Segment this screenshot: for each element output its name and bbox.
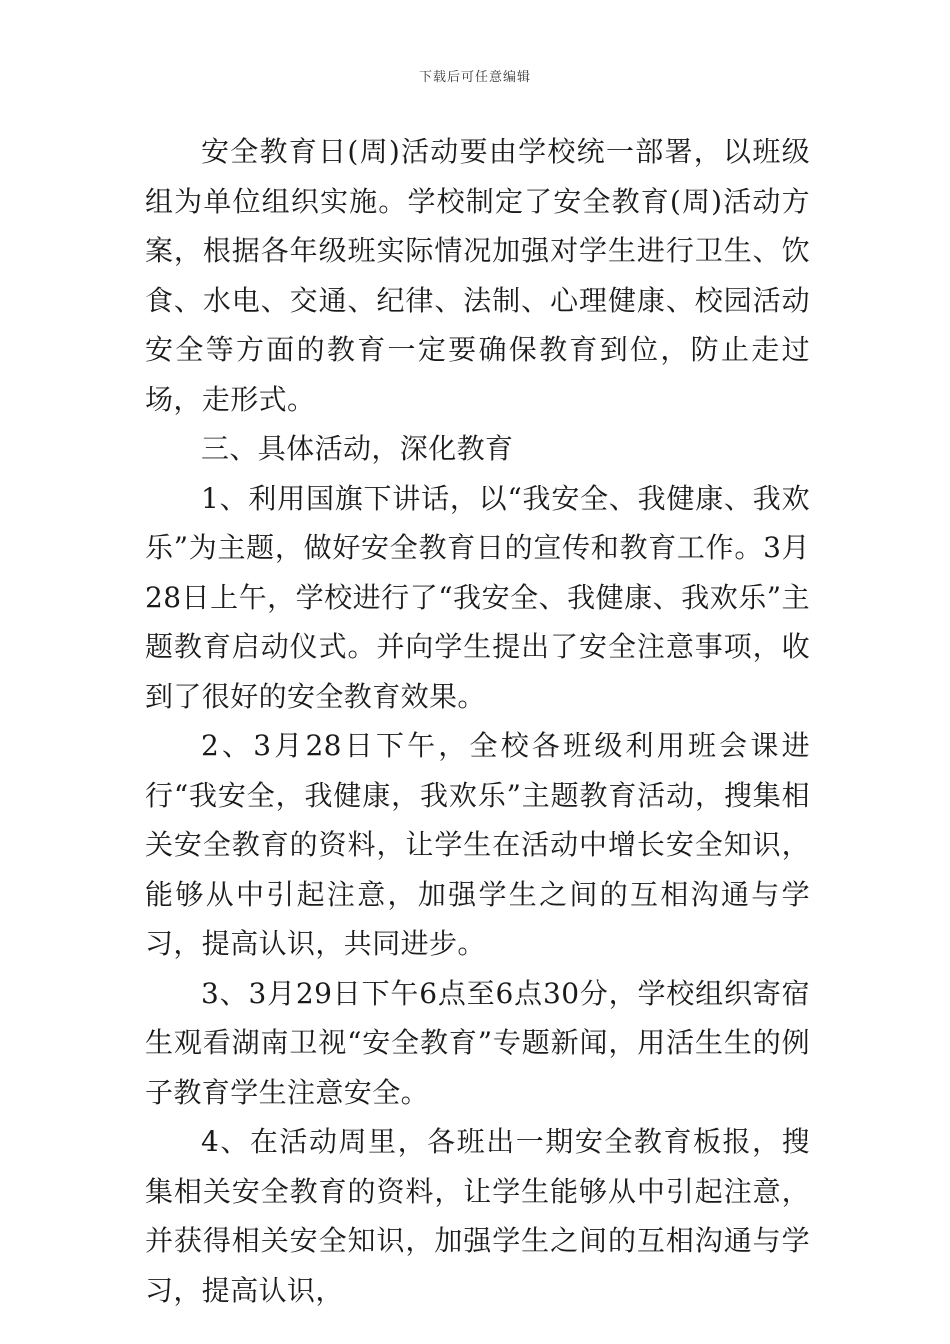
paragraph-item-2: 2、3月28日下午，全校各班级利用班会课进行“我安全，我健康，我欢乐”主题教育活动，搜集相关安全教育的资料，让学生在活动中增长安全知识，能够从中引起注意，加强学生之间的互相沟通与学习，提高认识，共同进步。 <box>145 729 810 960</box>
paragraph-item-1: 1、利用国旗下讲话，以“我安全、我健康、我欢乐”为主题，做好安全教育日的宣传和教育工作。3月28日上午，学校进行了“我安全、我健康、我欢乐”主题教育启动仪式。并向学生提出了安全注意事项，收到了很好的安全教育效果。 <box>145 481 810 713</box>
document-body <box>145 127 810 1315</box>
section-heading-specific-activities: 三、具体活动，深化教育 <box>201 432 514 465</box>
header-note: 下载后可任意编辑 <box>418 70 531 85</box>
paragraph-item-4: 4、在活动周里，各班出一期安全教育板报，搜集相关安全教育的资料，让学生能够从中引起注意，并获得相关安全知识，加强学生之间的互相沟通与学习，提高认识， <box>145 1125 810 1307</box>
paragraph-safety-day-organization: 安全教育日(周)活动要由学校统一部署，以班级组为单位组织实施。学校制定了安全教育(周)活动方案，根据各年级班实际情况加强对学生进行卫生、饮食、水电、交通、纪律、法制、心理健康、校园活动安全等方面的教育一定要确保教育到位，防止走过场，走形式。 <box>145 135 810 416</box>
paragraph-item-3: 3、3月29日下午6点至6点30分，学校组织寄宿生观看湖南卫视“安全教育”专题新闻，用活生生的例子教育学生注意安全。 <box>145 976 810 1109</box>
